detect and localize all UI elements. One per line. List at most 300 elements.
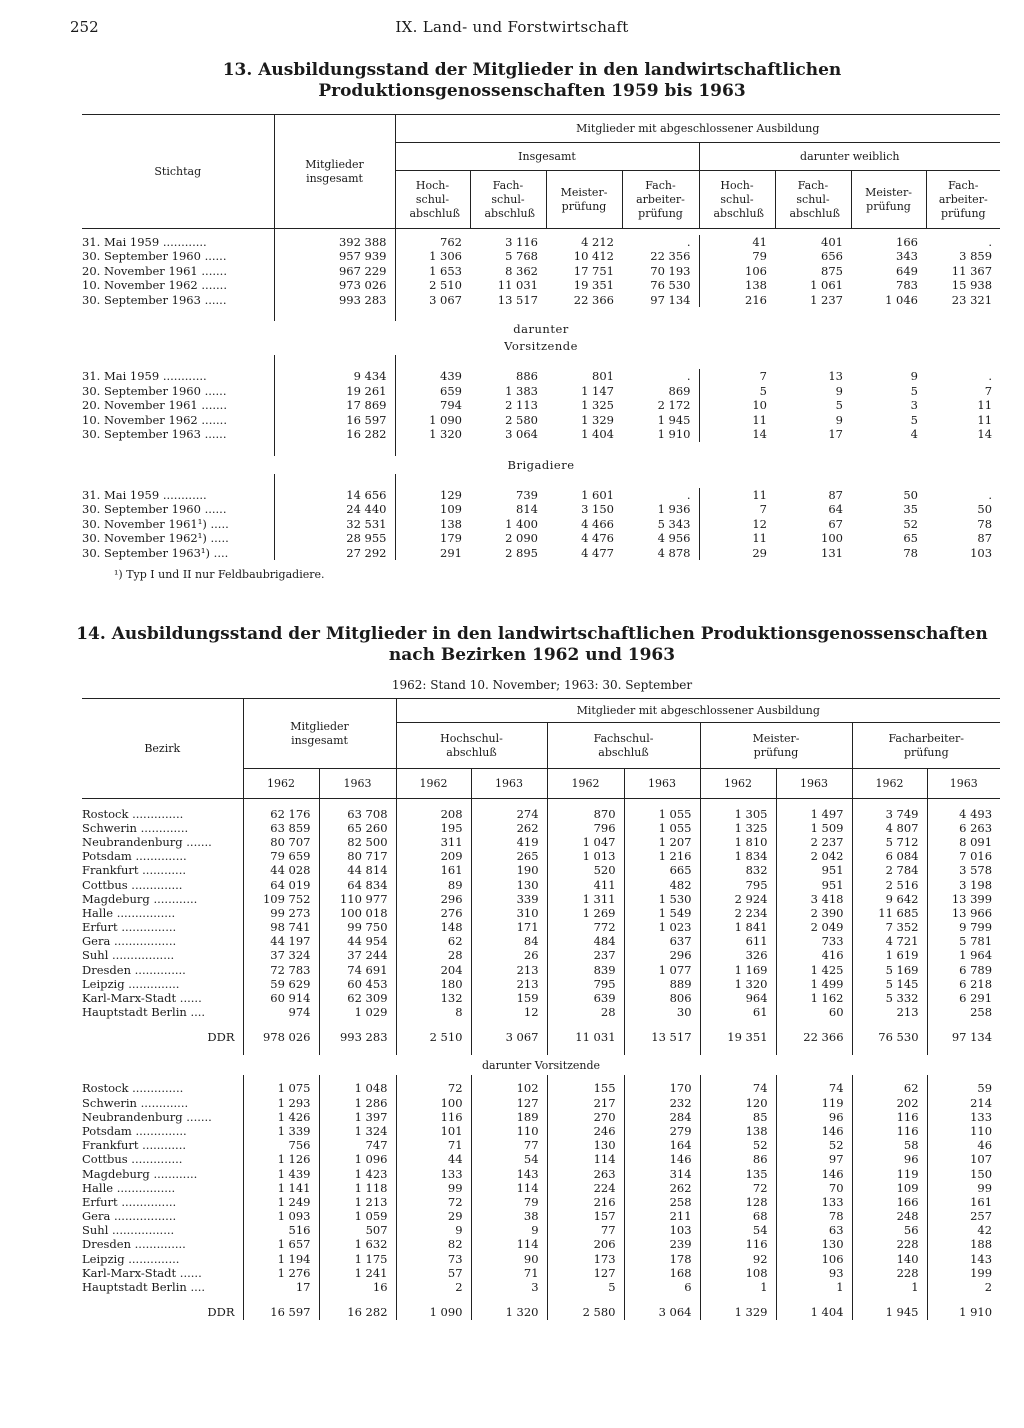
data-cell: 1 400 [505,516,538,531]
table-row [82,1252,1000,1266]
spacer-cell [547,1019,624,1029]
data-cell: 214 [927,1096,1000,1110]
data-cell: 228 [852,1266,927,1280]
spacer-cell [471,1019,547,1029]
spacer-cell [243,1294,319,1304]
data-cell: 170 [624,1081,700,1095]
data-cell: 138 [699,278,775,293]
data-cell: 343 [896,249,918,264]
spacer-cell [395,307,470,321]
data-cell: 2 924 [700,892,776,906]
data-cell: 649 [896,263,918,278]
row-label: Gera ................. [82,934,177,949]
data-cell: 161 [396,863,471,877]
total-cell: 16 282 [319,1304,396,1320]
data-cell: 237 [547,948,624,962]
data-cell: 76 530 [650,278,691,293]
data-cell: 1 311 [547,892,624,906]
data-cell: 171 [471,920,547,934]
data-cell: 611 [700,934,776,948]
data-cell: 224 [547,1181,624,1195]
data-cell: 116 [700,1237,776,1251]
data-cell: 6 789 [927,963,1000,977]
data-cell: 64 834 [319,877,396,891]
row-label: Cottbus .............. [82,1152,183,1167]
data-cell: 99 [927,1181,1000,1195]
data-cell: 1 [852,1280,927,1294]
data-cell: 4 466 [581,516,614,531]
table-row [82,1266,1000,1280]
data-cell: 166 [852,1195,927,1209]
data-cell: 150 [927,1166,1000,1180]
data-cell: 97 [776,1152,852,1166]
data-cell: 99 750 [319,920,396,934]
data-cell: 1 [700,1280,776,1294]
data-cell: 92 [700,1252,776,1266]
data-cell: 4 956 [657,531,691,546]
data-cell: 2 784 [852,863,927,877]
meister-header: Meister- prüfung [700,723,852,769]
total-cell: 2 510 [396,1029,471,1045]
table-row [82,1110,1000,1124]
table14-subtitle: 1962: Stand 10. November; 1963: 30. September [391,678,693,692]
data-cell: 2 090 [505,531,538,546]
spacer-cell [395,442,470,456]
row-label: 30. September 1963 ...... [82,427,227,442]
table-row [82,821,1000,835]
data-cell: 146 [776,1166,852,1180]
data-cell: 339 [471,892,547,906]
data-cell: 1 175 [319,1252,396,1266]
data-cell: 14 [699,427,775,442]
table-row [82,934,1000,948]
data-cell: 17 751 [573,263,614,278]
data-cell: 1 329 [581,412,614,427]
data-cell: 64 019 [243,877,319,891]
spacer-cell [274,355,395,369]
data-cell: 86 [700,1152,776,1166]
data-cell: 3 116 [505,234,538,249]
data-cell: 71 [471,1266,547,1280]
data-cell: 28 [547,1005,624,1019]
spacer-cell [274,307,395,321]
year-header: 1963 [471,769,547,799]
spacer-cell [546,307,622,321]
spacer-cell [471,1294,547,1304]
data-cell: 77 [471,1138,547,1152]
data-cell: 1 632 [319,1237,396,1251]
data-cell: 138 [700,1124,776,1138]
section-title-row [82,456,1000,474]
data-cell: 733 [776,934,852,948]
data-cell: 1 324 [319,1124,396,1138]
spacer-cell [319,1045,396,1055]
data-cell: 993 283 [274,293,395,308]
data-cell: 2 042 [776,849,852,863]
data-cell: 2 895 [505,545,538,560]
row-label: Schwerin ............. [82,1095,189,1110]
section-spacer [82,442,1000,456]
data-cell: 133 [776,1195,852,1209]
data-cell: 6 084 [852,849,927,863]
row-label: 31. Mai 1959 ............ [82,234,207,249]
spacer-cell [700,799,776,807]
data-cell: 1 075 [243,1081,319,1095]
data-cell: 1 530 [624,892,700,906]
data-cell: 5 [910,383,918,398]
data-cell: 129 [395,488,470,503]
data-cell: 44 814 [319,863,396,877]
data-cell: 796 [547,821,624,835]
section-title-row [82,1055,1000,1075]
section-pre-label: darunter [513,322,569,336]
table-row [82,384,1000,399]
data-cell: 62 309 [319,991,396,1005]
spacer-cell [546,474,622,488]
data-cell: 7 352 [852,920,927,934]
row-label: 30. September 1960 ...... [82,249,227,264]
data-cell: 19 351 [573,278,614,293]
data-cell: 9 [910,369,918,384]
data-cell: 739 [516,487,538,502]
data-cell: 1 077 [624,963,700,977]
data-cell: 4 [910,427,918,442]
data-cell: 3 [471,1280,547,1294]
data-cell: 296 [396,892,471,906]
data-cell: 665 [624,863,700,877]
data-cell: 5 768 [505,249,538,264]
data-cell: 783 [896,278,918,293]
data-cell: 637 [624,934,700,948]
spacer-cell [243,799,319,807]
data-cell: 189 [471,1110,547,1124]
spacer-cell [82,474,274,488]
data-cell: 870 [547,807,624,821]
data-cell: 14 656 [274,488,395,503]
spacer-cell [319,1019,396,1029]
data-cell: 2 [927,1280,1000,1294]
data-cell: 2 [396,1280,471,1294]
data-cell: 90 [471,1252,547,1266]
data-cell: 2 510 [395,278,470,293]
data-cell: 11 [699,488,775,503]
total-cell: 1 404 [776,1304,852,1320]
data-cell: 110 [471,1124,547,1138]
data-cell: 262 [471,821,547,835]
data-cell: 72 [396,1195,471,1209]
data-cell: 1 910 [657,427,691,442]
row-label: 30. September 1963 ...... [82,292,227,307]
spacer-cell [546,355,622,369]
data-cell: 869 [668,383,691,398]
data-cell: 101 [396,1124,471,1138]
row-label: 20. November 1961 ....... [82,263,227,278]
spacer-cell [927,1045,1000,1055]
total-cell: 1 090 [396,1304,471,1320]
data-cell: 228 [852,1237,927,1251]
darunter-weiblich-header: darunter weiblich [699,143,1000,171]
data-cell: 257 [927,1209,1000,1223]
row-label: Potsdam .............. [82,849,187,864]
data-cell: 6 218 [927,977,1000,991]
data-cell: 5 [699,384,775,399]
data-cell: 54 [471,1152,547,1166]
data-cell: 1 047 [547,835,624,849]
spacer-cell [927,1294,1000,1304]
data-cell: 11 [977,412,993,427]
data-cell: 213 [852,1005,927,1019]
data-cell: 2 172 [657,398,691,413]
total-cell: 19 351 [700,1029,776,1045]
data-cell: 9 434 [274,369,395,384]
table-row [82,369,1000,384]
data-cell: 114 [547,1152,624,1166]
data-cell: 659 [395,384,470,399]
data-cell: 4 476 [581,531,614,546]
data-cell: 291 [395,546,470,561]
data-cell: . [686,234,691,249]
spacer-cell [700,1045,776,1055]
data-cell: 17 869 [274,398,395,413]
spacer-cell [700,1019,776,1029]
row-label: Dresden .............. [82,1237,186,1252]
data-cell: 274 [471,807,547,821]
row-label: Suhl ................. [82,948,175,963]
spacer-cell [82,307,274,321]
table13-title-line1: 13. Ausbildungsstand der Mitglieder in den landwirtschaftlichen [222,60,842,80]
data-cell: 70 193 [650,263,691,278]
total-cell: 3 064 [624,1304,700,1320]
spacer-cell [547,1045,624,1055]
table-row [82,906,1000,920]
data-cell: 52 [776,1138,852,1152]
data-cell: 1 286 [319,1096,396,1110]
data-cell: 270 [547,1110,624,1124]
spacer-cell [471,1045,547,1055]
data-cell: 1 090 [395,413,470,428]
table14-title-line1: 14. Ausbildungsstand der Mitglieder in den landwirtschaftlichen Produktionsgenossenschaften [76,624,988,644]
spacer-cell [926,355,1000,369]
hochschul-header: Hoch- schul- abschluß [395,171,470,229]
spacer-cell [775,474,851,488]
spacer-cell [82,355,274,369]
spacer-cell [622,307,699,321]
row-label: Suhl ................. [82,1223,175,1238]
data-cell: 5 169 [852,963,927,977]
data-cell: . [686,369,691,384]
data-cell: 106 [776,1252,852,1266]
data-cell: 107 [927,1152,1000,1166]
data-cell: 1 320 [395,427,470,442]
table14-title [0,624,1024,666]
row-label: Magdeburg ............ [82,1166,198,1181]
abgeschlossene-ausbildung-header: Mitglieder mit abgeschlossener Ausbildung [395,115,1000,143]
total-cell: 13 517 [624,1029,700,1045]
data-cell: 72 [396,1081,471,1095]
data-cell: 63 [776,1223,852,1237]
total-cell: 1 329 [700,1304,776,1320]
spacer-cell [82,1294,243,1304]
table-row [82,1237,1000,1251]
data-cell: 8 091 [927,835,1000,849]
data-cell: 1 293 [243,1096,319,1110]
data-cell: 1 241 [319,1266,396,1280]
section-spacer [82,1294,1000,1304]
data-cell: 26 [471,948,547,962]
table-row [82,1081,1000,1095]
data-cell: 209 [396,849,471,863]
data-cell: 239 [624,1237,700,1251]
data-cell: 44 954 [319,934,396,948]
data-cell: 9 642 [852,892,927,906]
data-cell: 756 [243,1138,319,1152]
spacer-cell [775,307,851,321]
data-cell: 1 305 [700,807,776,821]
data-cell: 80 717 [319,849,396,863]
data-cell: 52 [903,516,918,531]
data-cell: 439 [395,369,470,384]
data-cell: 103 [624,1223,700,1237]
data-cell: 5 145 [852,977,927,991]
row-label: Gera ................. [82,1209,177,1224]
data-cell: 6 263 [927,821,1000,835]
table-row [82,427,1000,442]
spacer-cell [471,799,547,807]
row-label: Neubrandenburg ....... [82,1109,212,1124]
row-label: 10. November 1962 ....... [82,278,227,293]
data-cell: 951 [776,863,852,877]
data-cell: 22 366 [573,292,614,307]
table-row [82,546,1000,561]
data-cell: 4 212 [581,234,614,249]
data-cell: 168 [624,1266,700,1280]
data-cell: 17 [828,427,843,442]
spacer-cell [776,1294,852,1304]
abgeschlossene-ausbildung-header: Mitglieder mit abgeschlossener Ausbildung [396,699,1000,723]
data-cell: 72 [700,1181,776,1195]
data-cell: 967 229 [274,264,395,279]
data-cell: 507 [319,1223,396,1237]
data-cell: 84 [471,934,547,948]
spacer-cell [927,799,1000,807]
data-cell: 5 332 [852,991,927,1005]
spacer-cell [82,442,274,456]
data-cell: 59 629 [243,977,319,991]
stichtag-header: Stichtag [154,164,202,178]
table-row [82,849,1000,863]
data-cell: 44 028 [243,863,319,877]
data-cell: 1 147 [581,383,614,398]
total-row [82,1304,1000,1320]
data-cell: 801 [592,369,614,384]
data-cell: 7 [699,369,775,384]
data-cell: 656 [821,249,843,264]
spacer-cell [395,474,470,488]
table14-body [82,799,1000,1321]
row-label: Hauptstadt Berlin .... [82,1005,206,1020]
data-cell: 17 [243,1280,319,1294]
data-cell: 1 404 [581,427,614,442]
row-label: Halle ................ [82,905,176,920]
spacer-cell [926,442,1000,456]
data-cell: 1 096 [319,1152,396,1166]
table-row [82,278,1000,293]
data-cell: 2 390 [776,906,852,920]
data-cell: 213 [471,977,547,991]
data-cell: 29 [396,1209,471,1223]
section-title: Vorsitzende [504,339,578,353]
data-cell: 258 [927,1005,1000,1019]
data-cell: 1 048 [319,1081,396,1095]
table-row [82,264,1000,279]
table13-title [0,60,1024,102]
data-cell: 72 783 [243,963,319,977]
row-label: 20. November 1961 ....... [82,398,227,413]
data-cell: 1 936 [657,502,691,517]
data-cell: 56 [852,1223,927,1237]
spacer-cell [274,474,395,488]
table-row [82,807,1000,821]
data-cell: 188 [927,1237,1000,1251]
table-row [82,398,1000,413]
mitglieder-insgesamt-header: Mitglieder insgesamt [243,699,396,769]
spacer-cell [927,1019,1000,1029]
data-cell: 1 029 [319,1005,396,1019]
data-cell: 50 [903,487,918,502]
data-cell: 1 141 [243,1181,319,1195]
data-cell: 1 059 [319,1209,396,1223]
table13-title-line2: Produktionsgenossenschaften 1959 bis 1963 [318,81,746,101]
total-cell: 978 026 [243,1029,319,1045]
data-cell: 11 685 [852,906,927,920]
data-cell: 74 [700,1081,776,1095]
total-cell: 16 597 [243,1304,319,1320]
data-cell: 79 [699,249,775,264]
year-header: 1963 [776,769,852,799]
spacer-cell [776,799,852,807]
spacer-cell [700,1294,776,1304]
data-cell: 166 [896,234,918,249]
data-cell: 7 [699,502,775,517]
data-cell: 62 [852,1081,927,1095]
data-cell: 216 [547,1195,624,1209]
data-cell: 100 [821,531,843,546]
spacer-cell [852,1294,927,1304]
section-spacer [82,355,1000,369]
data-cell: 11 [977,398,993,413]
data-cell: 78 [776,1209,852,1223]
data-cell: 1 306 [395,249,470,264]
data-cell: 13 399 [927,892,1000,906]
data-cell: 52 [700,1138,776,1152]
section-spacer [82,474,1000,488]
data-cell: 130 [547,1138,624,1152]
year-header: 1963 [624,769,700,799]
data-cell: 96 [852,1152,927,1166]
data-cell: 159 [471,991,547,1005]
data-cell: 1 549 [624,906,700,920]
data-cell: 1 426 [243,1110,319,1124]
data-cell: 180 [396,977,471,991]
bezirk-header: Bezirk [144,741,181,755]
section-pre-row [82,321,1000,337]
insgesamt-header: Insgesamt [395,143,699,171]
data-cell: 73 [396,1252,471,1266]
table-row [82,1209,1000,1223]
data-cell: 1 169 [700,963,776,977]
total-cell: 11 031 [547,1029,624,1045]
total-cell: 2 580 [547,1304,624,1320]
